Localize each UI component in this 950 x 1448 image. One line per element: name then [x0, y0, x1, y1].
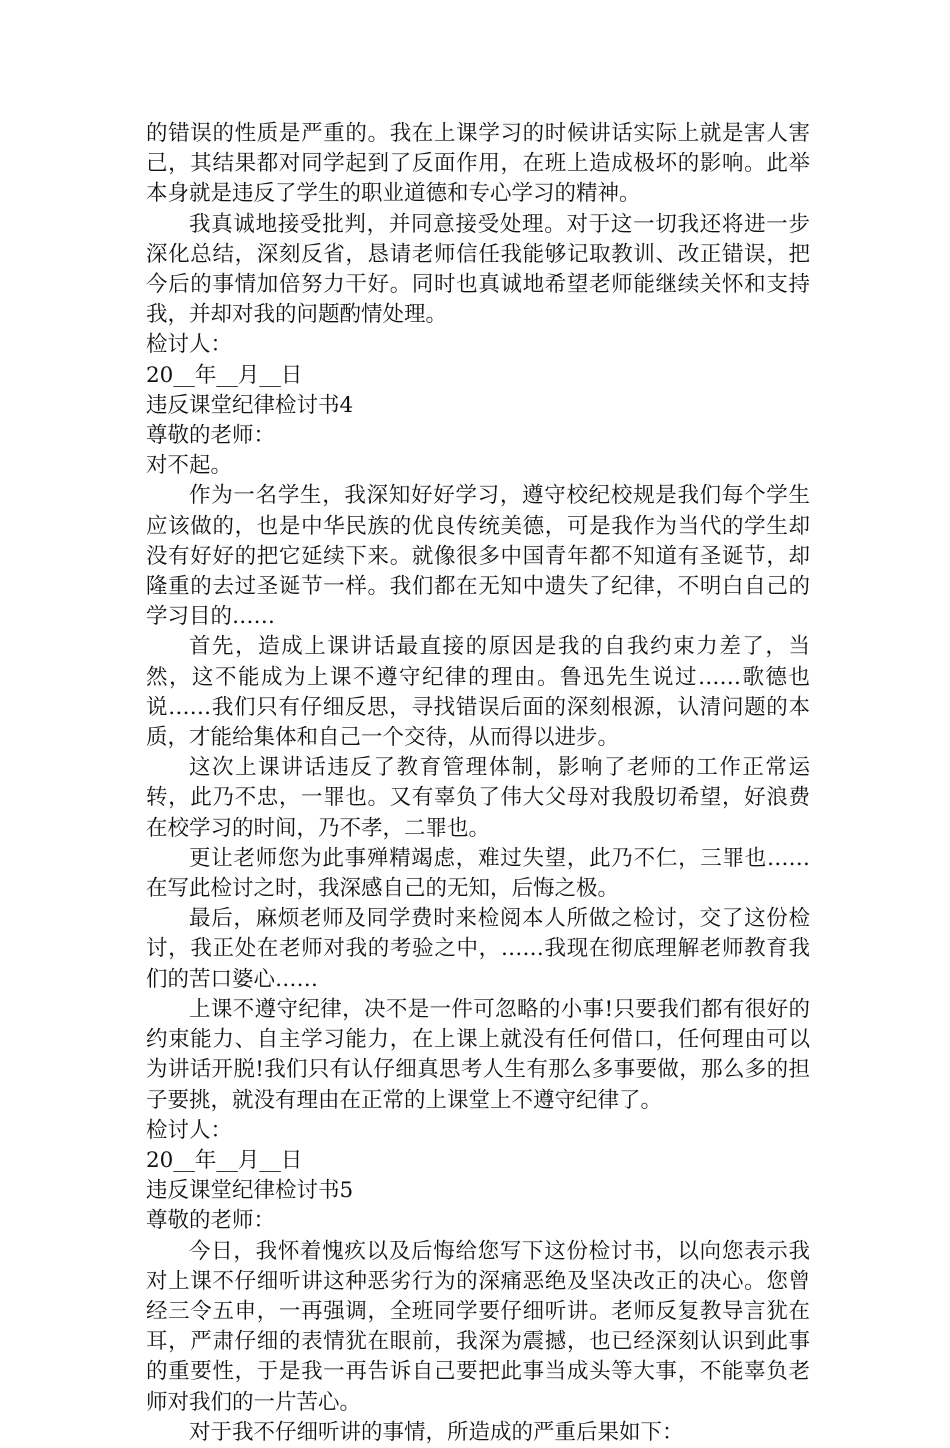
date-line: 20__年__月__日 — [146, 362, 303, 388]
paragraph-finally: 最后，麻烦老师及同学费时来检阅本人所做之检讨，交了这份检讨，我正处在老师对我的考验之中，……我现在彻底理解老师教育我们的苦口婆心…… — [146, 906, 810, 992]
signature-label: 检讨人： — [146, 1117, 233, 1143]
apology-line: 对不起。 — [146, 453, 233, 479]
paragraph-third-sin: 更让老师您为此事殚精竭虑，难过失望，此乃不仁，三罪也……在写此检讨之时，我深感自己的无知，后悔之极。 — [146, 845, 810, 902]
paragraph-consequences: 对于我不仔细听讲的事情，所造成的严重后果如下： — [189, 1419, 684, 1445]
section-title-4: 违反课堂纪律检讨书4 — [146, 392, 354, 418]
salutation: 尊敬的老师： — [146, 423, 276, 449]
paragraph-first-sin: 这次上课讲话违反了教育管理体制，影响了老师的工作正常运转，此乃不忠，一罪也。又有辜负了伟大父母对我殷切希望，好浪费在校学习的时间，乃不孝，二罪也。 — [146, 755, 810, 841]
document-body — [146, 119, 810, 1448]
date-line: 20__年__月__日 — [146, 1147, 303, 1173]
paragraph-not-trivial: 上课不遵守纪律，决不是一件可忽略的小事!只要我们都有很好的约束能力、自主学习能力，在上课上就没有任何借口，任何理由可以为讲话开脱!我们只有认仔细真思考人生有那么多事要做，那么多的担子要挑，就没有理由在正常的上课堂上不遵守纪律了。 — [146, 996, 810, 1113]
section-title-5: 违反课堂纪律检讨书5 — [146, 1178, 354, 1204]
paragraph-today: 今日，我怀着愧疚以及后悔给您写下这份检讨书，以向您表示我对上课不仔细听讲这种恶劣行为的深痛恶绝及坚决改正的决心。您曾经三令五申，一再强调，全班同学要仔细听讲。老师反复教导言犹在耳，严肃仔细的表情犹在眼前，我深为震撼，也已经深刻认识到此事的重要性，于是我一再告诉自己要把此事当成头等大事，不能辜负老师对我们的一片苦心。 — [146, 1238, 810, 1415]
paragraph-first-reason: 首先，造成上课讲话最直接的原因是我的自我约束力差了，当然，这不能成为上课不遵守纪律的理由。鲁迅先生说过……歌德也说……我们只有仔细反思，寻找错误后面的深刻根源，认清问题的本质，才能给集体和自己一个交待，从而得以进步。 — [146, 634, 810, 751]
signature-label: 检讨人： — [146, 332, 233, 358]
paragraph-continuation: 的错误的性质是严重的。我在上课学习的时候讲话实际上就是害人害己，其结果都对同学起到了反面作用，在班上造成极坏的影响。此举本身就是违反了学生的职业道德和专心学习的精神。 — [146, 121, 810, 207]
salutation: 尊敬的老师： — [146, 1208, 276, 1234]
paragraph-as-student: 作为一名学生，我深知好好学习，遵守校纪校规是我们每个学生应该做的，也是中华民族的优良传统美德，可是我作为当代的学生却没有好好的把它延续下来。就像很多中国青年都不知道有圣诞节，却隆重的去过圣诞节一样。我们都在无知中遗失了纪律，不明白自己的学习目的…… — [146, 483, 810, 630]
paragraph-accept-criticism: 我真诚地接受批判，并同意接受处理。对于这一切我还将进一步深化总结，深刻反省，恳请老师信任我能够记取教训、改正错误，把今后的事情加倍努力干好。同时也真诚地希望老师能继续关怀和支持我，并却对我的问题酌情处理。 — [146, 211, 810, 328]
